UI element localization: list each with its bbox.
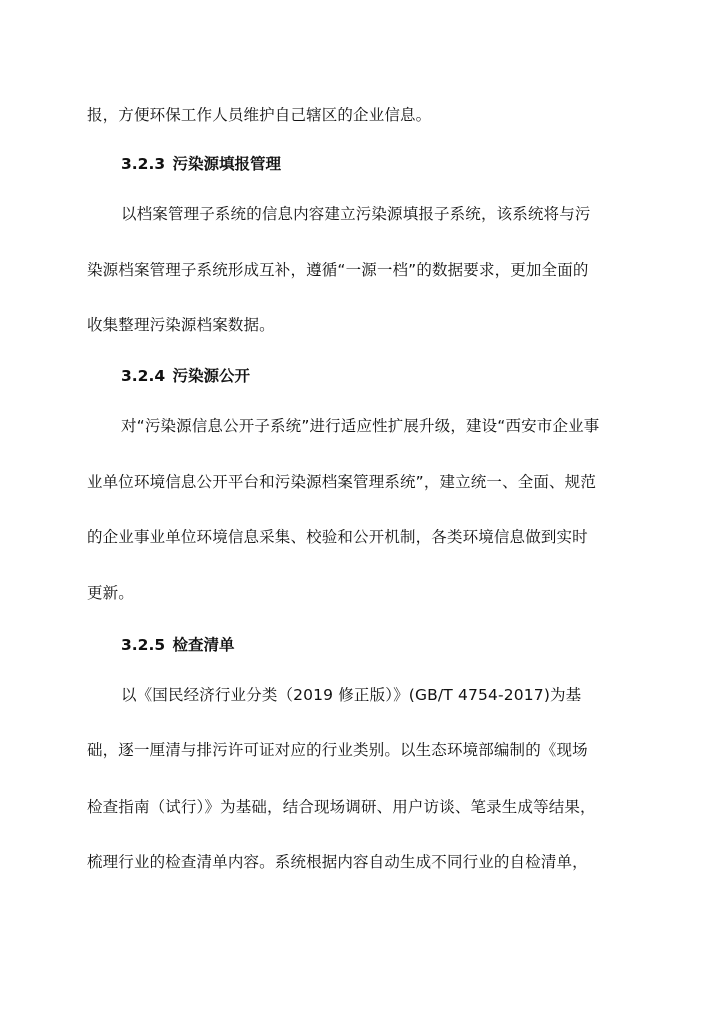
section-number: 3.2.3	[121, 155, 166, 173]
paragraph-line: 染源档案管理子系统形成互补，遵循“一源一档”的数据要求，更加全面的	[87, 261, 589, 279]
section-title: 污染源填报管理	[172, 155, 282, 173]
paragraph-line: 对“污染源信息公开子系统”进行适应性扩展升级，建设“西安市企业事	[121, 417, 600, 435]
section-number: 3.2.5	[121, 636, 166, 654]
section-heading-3-2-5	[121, 633, 235, 657]
section-heading-3-2-3	[121, 152, 281, 176]
section-heading-3-2-4	[121, 364, 250, 388]
paragraph-line: 础，逐一厘清与排污许可证对应的行业类别。以生态环境部编制的《现场	[87, 741, 588, 759]
section-number: 3.2.4	[121, 367, 166, 385]
paragraph-line: 收集整理污染源档案数据。	[87, 316, 275, 334]
section-title: 检查清单	[172, 636, 235, 654]
paragraph-line: 的企业事业单位环境信息采集、校验和公开机制，各类环境信息做到实时	[87, 528, 588, 546]
paragraph-line: 以《国民经济行业分类（2019 修正版）》(GB/T 4754-2017)为基	[121, 686, 582, 704]
paragraph-line: 以档案管理子系统的信息内容建立污染源填报子系统，该系统将与污	[121, 205, 591, 223]
section-title: 污染源公开	[172, 367, 251, 385]
paragraph-line: 报，方便环保工作人员维护自己辖区的企业信息。	[87, 106, 432, 124]
paragraph-line: 梳理行业的检查清单内容。系统根据内容自动生成不同行业的自检清单，	[87, 853, 588, 871]
paragraph-line: 业单位环境信息公开平台和污染源档案管理系统”，建立统一、全面、规范	[87, 473, 596, 491]
paragraph-line: 检查指南（试行）》为基础，结合现场调研、用户访谈、笔录生成等结果，	[87, 798, 596, 816]
paragraph-line: 更新。	[87, 584, 134, 602]
